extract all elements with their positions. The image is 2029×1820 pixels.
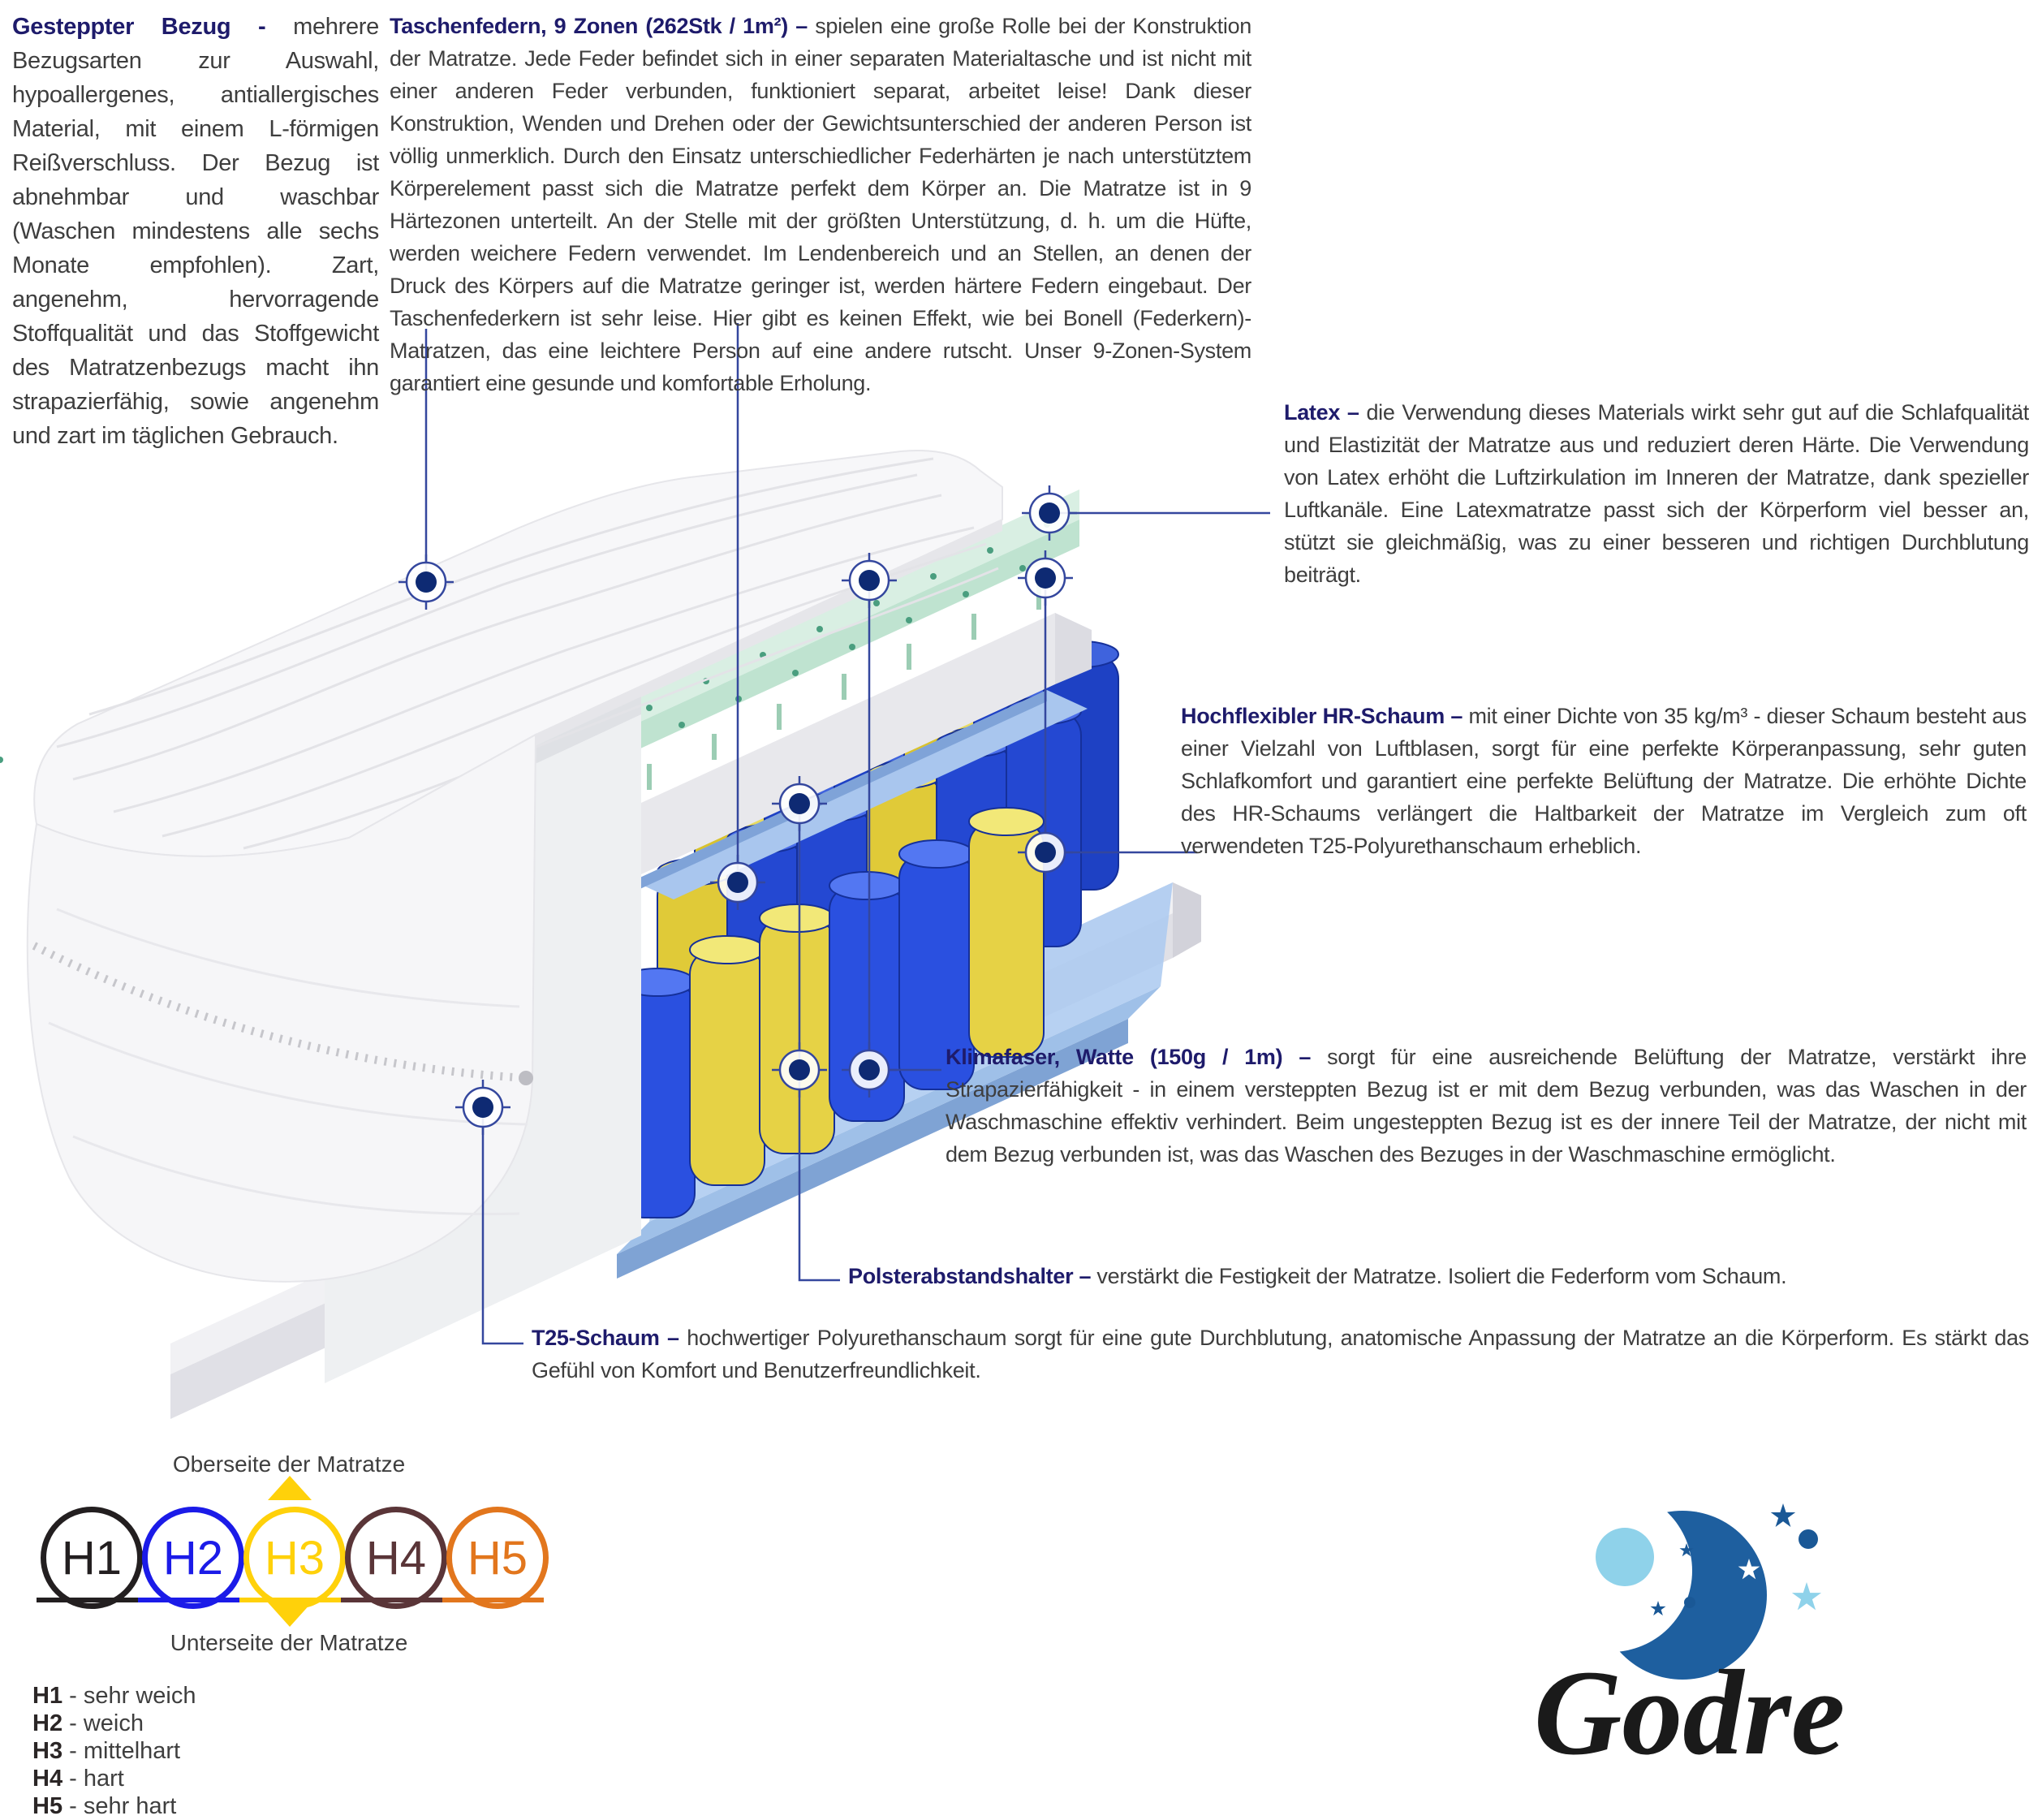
hardness-top-label: Oberseite der Matratze xyxy=(172,1451,406,1477)
logo-text: Godre xyxy=(1534,1645,1846,1780)
annotation-heading: Klimafaser, Watte (150g / 1m) – xyxy=(946,1045,1312,1069)
callout-line-polster xyxy=(799,804,840,1280)
hardness-baseline-h1 xyxy=(37,1598,138,1602)
star-icon xyxy=(1792,1582,1821,1610)
legend-id: H4 xyxy=(32,1766,63,1792)
annotation-heading: Gesteppter Bezug - xyxy=(12,14,266,40)
callout-marker xyxy=(842,1042,897,1098)
hardness-circle-h1 xyxy=(41,1507,143,1609)
hardness-circle-h2 xyxy=(142,1507,244,1609)
legend-row xyxy=(32,1792,196,1820)
callout-marker xyxy=(1018,550,1073,606)
annotation-body: sorgt für eine ausreichende Belüftung der Matratze, verstärkt ihre Strapazierfähigkeit - in einem versteppten Bezug ist er mit dem Bezug verbunden, was das Waschen in der Waschmaschine effektiv verhindert. Beim ungesteppten Bezug ist es der innere Teil der Matratze, der nicht mit dem Bezug verbunden ist, was das Waschen des Bezuges in der Waschmaschine ermöglicht. xyxy=(946,1045,2027,1167)
annotation-heading: T25-Schaum – xyxy=(532,1326,679,1350)
arrow-down-icon xyxy=(268,1602,312,1627)
hardness-circle-label: H3 xyxy=(264,1531,325,1585)
callout-marker xyxy=(842,553,897,608)
callout-line-klimafaser xyxy=(869,580,941,1070)
legend-row xyxy=(32,1765,196,1792)
callout-marker xyxy=(1018,825,1073,880)
annotation-body: die Verwendung dieses Materials wirkt sehr gut auf die Schlafqualität und Elastizität der Matratze aus und reduziert deren Härte. Die Verwendung von Latex erhöht die Luftzirkulation im Inneren der Matratze, dank spezieller Luftkanäle. Eine Latexmatratze passt sich der Körperform viel besser an, stützt sie gleichmäßig, was zu einer besseren und richtigen Durchblutung beiträgt. xyxy=(1284,400,2029,587)
legend-id: H2 xyxy=(32,1710,63,1736)
annotation-hr-schaum xyxy=(1181,700,2027,862)
annotation-heading: Latex – xyxy=(1284,400,1359,425)
legend-id: H5 xyxy=(32,1793,63,1819)
hardness-circle-label: H2 xyxy=(162,1531,224,1585)
callout-marker xyxy=(772,1042,827,1098)
callout-line-hr-schaum xyxy=(1045,578,1197,852)
legend-id: H3 xyxy=(32,1738,63,1764)
legend-desc: - weich xyxy=(69,1710,144,1736)
arrow-up-icon xyxy=(268,1476,312,1500)
annotation-heading: Polsterabstandshalter – xyxy=(848,1264,1092,1288)
legend-desc: - hart xyxy=(69,1766,124,1792)
legend-desc: - mittelhart xyxy=(69,1738,181,1764)
legend-id: H1 xyxy=(32,1683,63,1709)
logo-light-circle xyxy=(1596,1528,1654,1586)
legend-row xyxy=(32,1737,196,1765)
annotation-klimafaser xyxy=(946,1041,2027,1171)
annotation-body: mit einer Dichte von 35 kg/m³ - dieser Schaum besteht aus einer Vielzahl von Luftblasen, sorgt für eine perfekte Körperanpassung, sehr guten Schlafkomfort und garantiert eine perfekte Belüftung der Matratze. Die erhöhte Dichte des HR-Schaums verlängert die Haltbarkeit der Matratze im Vergleich zum oft verwendeten T25-Polyurethanschaum erheblich. xyxy=(1181,704,2027,858)
hardness-circle-label: H1 xyxy=(61,1531,123,1585)
legend-desc: - sehr hart xyxy=(69,1793,177,1819)
annotation-taschenfedern xyxy=(390,10,1251,399)
hardness-baseline-h5 xyxy=(442,1598,544,1602)
godre-logo xyxy=(1526,1494,2029,1810)
logo-dark-circle xyxy=(1799,1529,1818,1549)
logo-small-circle xyxy=(1684,1597,1695,1608)
hardness-circle-h5 xyxy=(446,1507,549,1609)
annotation-heading: Hochflexibler HR-Schaum – xyxy=(1181,704,1463,728)
hardness-legend xyxy=(32,1682,196,1820)
callout-marker xyxy=(772,776,827,831)
star-icon xyxy=(1771,1503,1795,1527)
annotation-t25-schaum xyxy=(532,1322,2029,1387)
hardness-circle-label: H5 xyxy=(467,1531,528,1585)
callout-marker xyxy=(1022,485,1077,541)
hardness-baseline-h2 xyxy=(138,1598,239,1602)
legend-row xyxy=(32,1682,196,1710)
hardness-circle-label: H4 xyxy=(365,1531,427,1585)
hardness-bottom-label: Unterseite der Matratze xyxy=(170,1630,408,1655)
legend-desc: - sehr weich xyxy=(69,1683,196,1709)
annotation-body: spielen eine große Rolle bei der Konstruktion der Matratze. Jede Feder befindet sich in einer separaten Materialtasche und ist nicht mit einer anderen Feder verbunden, funktioniert separat, arbeitet leise! Dank dieser Konstruktion, Wenden und Drehen oder der Gewichtsunterschied der anderen Person ist völlig unmerklich. Durch den Einsatz unterschiedlicher Federhärten je nach unterstütztem Körperelement passt sich die Matratze perfekt dem Körper an. Die Matratze ist in 9 Härtezonen unterteilt. An der Stelle mit der größten Unterstützung, d. h. um die Hüfte, werden weichere Federn verwendet. Im Lendenbereich und an Stellen, an denen der Druck des Körpers auf die Matratze geringer ist, werden härtere Federn eingebaut. Der Taschenfederkern ist sehr leise. Hier gibt es keinen Effekt, wie bei Bonell (Federkern)- Matratzen, das eine leichtere Person auf eine andere rutscht. Unser 9-Zonen-System garantiert eine gesunde und komfortable Erholung. xyxy=(390,14,1252,395)
legend-row xyxy=(32,1710,196,1737)
annotation-gesteppter-bezug xyxy=(12,10,379,453)
callout-marker xyxy=(455,1080,510,1135)
hardness-baseline-h4 xyxy=(341,1598,442,1602)
annotation-body: hochwertiger Polyurethanschaum sorgt für eine gute Durchblutung, anatomische Anpassung der Matratze an die Körperform. Es stärkt das Gefühl von Komfort und Benutzerfreundlichkeit. xyxy=(532,1326,2029,1382)
callout-marker xyxy=(398,554,454,610)
callout-marker xyxy=(710,855,765,910)
hardness-circle-h3 xyxy=(243,1507,346,1609)
annotation-body: verstärkt die Festigkeit der Matratze. Isoliert die Federform vom Schaum. xyxy=(1091,1264,1787,1288)
hardness-circle-h4 xyxy=(345,1507,447,1609)
annotation-body: mehrere Bezugsarten zur Auswahl, hypoallergenes, antiallergisches Material, mit einem L-förmigen Reißverschluss. Der Bezug ist abnehmbar und waschbar (Waschen mindestens alle sechs Monate empfohlen). Zart, angenehm, hervorragende Stoffqualität und das Stoffgewicht des Matratzenbezugs macht ihn strapazierfähig, sowie angenehm und zart im täglichen Gebrauch. xyxy=(12,14,379,449)
annotation-polsterabstandshalter xyxy=(848,1260,2029,1292)
annotation-latex xyxy=(1284,396,2029,591)
annotation-heading: Taschenfedern, 9 Zonen (262Stk / 1m²) – xyxy=(390,14,808,38)
callout-line-t25 xyxy=(483,1107,523,1343)
